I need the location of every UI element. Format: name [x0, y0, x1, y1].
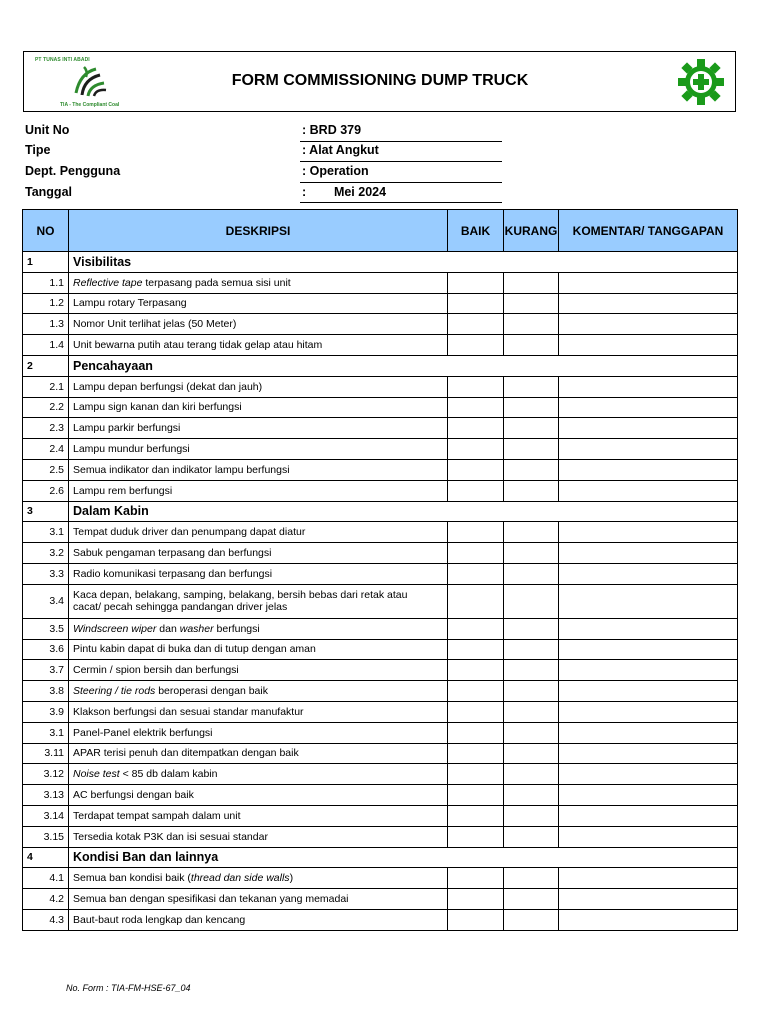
- tipe-label: Tipe: [25, 143, 51, 157]
- unit-no-underline: [300, 141, 502, 142]
- item-description: Lampu mundur berfungsi: [73, 443, 190, 456]
- komentar-cell[interactable]: [559, 743, 738, 764]
- baik-cell[interactable]: [448, 618, 504, 639]
- baik-cell[interactable]: [448, 522, 504, 543]
- section-row: [23, 847, 738, 868]
- checklist-row: [23, 418, 738, 439]
- kurang-cell[interactable]: [504, 314, 559, 335]
- section-row: [23, 355, 738, 376]
- section-row: [23, 501, 738, 522]
- dept-label: Dept. Pengguna: [25, 164, 121, 178]
- item-number: 3.1: [23, 522, 69, 543]
- item-number: 3.9: [23, 701, 69, 722]
- item-description: Lampu parkir berfungsi: [73, 422, 181, 435]
- col-header-baik: BAIK: [448, 210, 504, 252]
- item-description: Radio komunikasi terpasang dan berfungsi: [73, 567, 273, 580]
- checklist-row: [23, 701, 738, 722]
- item-description: terpasang pada semua sisi unit: [145, 276, 291, 289]
- item-number: 3.13: [23, 785, 69, 806]
- checklist-row: [23, 376, 738, 397]
- checklist-row: [23, 722, 738, 743]
- kurang-cell[interactable]: [504, 376, 559, 397]
- kurang-cell[interactable]: [504, 701, 559, 722]
- item-description-cell: [69, 293, 448, 314]
- baik-cell[interactable]: [448, 889, 504, 910]
- checklist-row: [23, 543, 738, 564]
- kurang-cell[interactable]: [504, 418, 559, 439]
- section-row: [23, 252, 738, 273]
- item-description-tail: ): [289, 872, 294, 885]
- item-number: 3.3: [23, 563, 69, 584]
- section-number: 4: [23, 847, 69, 868]
- checklist-row: [23, 681, 738, 702]
- checklist-row: [23, 293, 738, 314]
- baik-cell[interactable]: [448, 764, 504, 785]
- item-description-tail: berfungsi: [216, 622, 260, 635]
- baik-cell[interactable]: [448, 639, 504, 660]
- item-description: Tempat duduk driver dan penumpang dapat diatur: [73, 526, 306, 539]
- komentar-cell[interactable]: [559, 722, 738, 743]
- section-number: 1: [23, 252, 69, 273]
- komentar-cell[interactable]: [559, 314, 738, 335]
- table-header-row: [23, 210, 738, 252]
- item-description-cell: [69, 418, 448, 439]
- item-number: 4.1: [23, 868, 69, 889]
- item-description: Lampu rotary Terpasang: [73, 297, 187, 310]
- checklist-row: [23, 335, 738, 356]
- checklist-row: [23, 459, 738, 480]
- unit-no-value: : BRD 379: [302, 123, 362, 137]
- item-number: 2.5: [23, 459, 69, 480]
- item-number: 2.2: [23, 397, 69, 418]
- item-description-cell: [69, 376, 448, 397]
- checklist-table: [22, 209, 738, 931]
- k3-safety-icon: [676, 59, 726, 105]
- item-description-cell: [69, 660, 448, 681]
- item-description-cell: [69, 722, 448, 743]
- baik-cell[interactable]: [448, 272, 504, 293]
- item-number: 3.6: [23, 639, 69, 660]
- komentar-cell[interactable]: [559, 660, 738, 681]
- checklist-row: [23, 639, 738, 660]
- item-number: 3.5: [23, 618, 69, 639]
- item-description: Unit bewarna putih atau terang tidak gelap atau hitam: [73, 339, 323, 352]
- item-number: 2.1: [23, 376, 69, 397]
- section-number: 3: [23, 501, 69, 522]
- item-description-cell: [69, 681, 448, 702]
- item-description-cell: [69, 889, 448, 910]
- form-header: [23, 51, 736, 112]
- col-header-kurang: KURANG: [504, 210, 559, 252]
- item-number: 2.3: [23, 418, 69, 439]
- item-description-cell: [69, 335, 448, 356]
- unit-no-label: Unit No: [25, 123, 70, 137]
- item-description-cell: [69, 701, 448, 722]
- kurang-cell[interactable]: [504, 639, 559, 660]
- item-description-cell: [69, 584, 448, 618]
- kurang-cell[interactable]: [504, 563, 559, 584]
- checklist-row: [23, 826, 738, 847]
- baik-cell[interactable]: [448, 868, 504, 889]
- checklist-row: [23, 618, 738, 639]
- kurang-cell[interactable]: [504, 868, 559, 889]
- company-logo-icon: [70, 63, 110, 101]
- section-number: 2: [23, 355, 69, 376]
- checklist-body: [23, 252, 738, 931]
- kurang-cell[interactable]: [504, 439, 559, 460]
- baik-cell[interactable]: [448, 681, 504, 702]
- item-description: Baut-baut roda lengkap dan kencang: [73, 913, 246, 926]
- item-description: dan: [159, 622, 177, 635]
- komentar-cell[interactable]: [559, 439, 738, 460]
- col-header-deskripsi: DESKRIPSI: [69, 210, 448, 252]
- item-description: Pintu kabin dapat di buka dan di tutup dengan aman: [73, 643, 316, 656]
- baik-cell[interactable]: [448, 660, 504, 681]
- item-description-cell: [69, 397, 448, 418]
- item-description-term: washer: [179, 622, 214, 635]
- baik-cell[interactable]: [448, 743, 504, 764]
- item-number: 3.2: [23, 543, 69, 564]
- baik-cell[interactable]: [448, 480, 504, 501]
- tanggal-label: Tanggal: [25, 185, 72, 199]
- item-number: 3.15: [23, 826, 69, 847]
- item-description: Panel-Panel elektrik berfungsi: [73, 726, 213, 739]
- baik-cell[interactable]: [448, 293, 504, 314]
- kurang-cell[interactable]: [504, 397, 559, 418]
- checklist-row: [23, 439, 738, 460]
- item-description-cell: [69, 522, 448, 543]
- item-description-cell: [69, 764, 448, 785]
- komentar-cell[interactable]: [559, 618, 738, 639]
- item-description-term: Reflective tape: [73, 276, 143, 289]
- baik-cell[interactable]: [448, 335, 504, 356]
- komentar-cell[interactable]: [559, 826, 738, 847]
- kurang-cell[interactable]: [504, 584, 559, 618]
- form-title: FORM COMMISSIONING DUMP TRUCK: [231, 72, 529, 89]
- item-description-cell: [69, 785, 448, 806]
- komentar-cell[interactable]: [559, 418, 738, 439]
- baik-cell[interactable]: [448, 701, 504, 722]
- baik-cell[interactable]: [448, 805, 504, 826]
- item-description-cell: [69, 459, 448, 480]
- item-description: Semua ban kondisi baik (: [73, 872, 191, 885]
- col-header-komentar: KOMENTAR/ TANGGAPAN: [559, 210, 738, 252]
- baik-cell[interactable]: [448, 826, 504, 847]
- komentar-cell[interactable]: [559, 909, 738, 930]
- kurang-cell[interactable]: [504, 459, 559, 480]
- item-description: < 85 db dalam kabin: [122, 768, 218, 781]
- section-title: Visibilitas: [69, 252, 738, 273]
- item-description: Semua indikator dan indikator lampu berfungsi: [73, 463, 290, 476]
- section-title: Dalam Kabin: [69, 501, 738, 522]
- kurang-cell[interactable]: [504, 272, 559, 293]
- kurang-cell[interactable]: [504, 660, 559, 681]
- tanggal-value: : Mei 2024: [302, 185, 387, 199]
- item-number: 2.4: [23, 439, 69, 460]
- item-description-cell: [69, 618, 448, 639]
- item-description-cont: cacat/ pecah sehingga pandangan driver jelas: [73, 601, 288, 614]
- item-description-cell: [69, 439, 448, 460]
- kurang-cell[interactable]: [504, 764, 559, 785]
- kurang-cell[interactable]: [504, 722, 559, 743]
- baik-cell[interactable]: [448, 909, 504, 930]
- item-number: 4.3: [23, 909, 69, 930]
- dept-value: : Operation: [302, 164, 369, 178]
- baik-cell[interactable]: [448, 376, 504, 397]
- baik-cell[interactable]: [448, 314, 504, 335]
- item-description-cell: [69, 272, 448, 293]
- item-number: 3.12: [23, 764, 69, 785]
- baik-cell[interactable]: [448, 722, 504, 743]
- checklist-row: [23, 522, 738, 543]
- tipe-underline: [300, 161, 502, 162]
- checklist-row: [23, 660, 738, 681]
- baik-cell[interactable]: [448, 459, 504, 480]
- komentar-cell[interactable]: [559, 889, 738, 910]
- checklist-row: [23, 785, 738, 806]
- item-description: Terdapat tempat sampah dalam unit: [73, 809, 241, 822]
- checklist-row: [23, 563, 738, 584]
- checklist-row: [23, 480, 738, 501]
- item-number: 1.2: [23, 293, 69, 314]
- kurang-cell[interactable]: [504, 681, 559, 702]
- item-number: 1.3: [23, 314, 69, 335]
- komentar-cell[interactable]: [559, 480, 738, 501]
- komentar-cell[interactable]: [559, 584, 738, 618]
- komentar-cell[interactable]: [559, 563, 738, 584]
- baik-cell[interactable]: [448, 785, 504, 806]
- company-logo: [32, 55, 142, 110]
- item-number: 2.6: [23, 480, 69, 501]
- baik-cell[interactable]: [448, 439, 504, 460]
- kurang-cell[interactable]: [504, 618, 559, 639]
- kurang-cell[interactable]: [504, 889, 559, 910]
- checklist-row: [23, 397, 738, 418]
- item-description: Sabuk pengaman terpasang dan berfungsi: [73, 547, 272, 560]
- kurang-cell[interactable]: [504, 543, 559, 564]
- kurang-cell[interactable]: [504, 480, 559, 501]
- item-number: 3.11: [23, 743, 69, 764]
- item-description-cell: [69, 826, 448, 847]
- item-number: 1.4: [23, 335, 69, 356]
- item-description: Tersedia kotak P3K dan isi sesuai standar: [73, 830, 268, 843]
- komentar-cell[interactable]: [559, 639, 738, 660]
- item-description: Lampu sign kanan dan kiri berfungsi: [73, 401, 242, 414]
- section-title: Pencahayaan: [69, 355, 738, 376]
- item-description-cell: [69, 743, 448, 764]
- kurang-cell[interactable]: [504, 909, 559, 930]
- item-description-cell: [69, 805, 448, 826]
- item-description: Klakson berfungsi dan sesuai standar manufaktur: [73, 705, 304, 718]
- komentar-cell[interactable]: [559, 376, 738, 397]
- item-description-cell: [69, 480, 448, 501]
- checklist-row: [23, 805, 738, 826]
- baik-cell[interactable]: [448, 397, 504, 418]
- item-number: 4.2: [23, 889, 69, 910]
- item-number: 3.4: [23, 584, 69, 618]
- baik-cell[interactable]: [448, 418, 504, 439]
- item-description: Nomor Unit terlihat jelas (50 Meter): [73, 318, 237, 331]
- komentar-cell[interactable]: [559, 868, 738, 889]
- baik-cell[interactable]: [448, 543, 504, 564]
- item-description: Lampu rem berfungsi: [73, 484, 173, 497]
- section-title: Kondisi Ban dan lainnya: [69, 847, 738, 868]
- item-number: 3.14: [23, 805, 69, 826]
- kurang-cell[interactable]: [504, 743, 559, 764]
- kurang-cell[interactable]: [504, 522, 559, 543]
- checklist-row: [23, 889, 738, 910]
- item-number: 3.1: [23, 722, 69, 743]
- item-description-term: Windscreen wiper: [73, 622, 157, 635]
- kurang-cell[interactable]: [504, 293, 559, 314]
- checklist-row: [23, 764, 738, 785]
- item-description: Kaca depan, belakang, samping, belakang, bersih bebas dari retak atau: [73, 589, 408, 602]
- item-description-cell: [69, 543, 448, 564]
- komentar-cell[interactable]: [559, 459, 738, 480]
- checklist-row: [23, 272, 738, 293]
- komentar-cell[interactable]: [559, 681, 738, 702]
- dept-underline: [300, 182, 502, 183]
- item-description-term: Noise test: [73, 768, 120, 781]
- checklist-row: [23, 868, 738, 889]
- kurang-cell[interactable]: [504, 826, 559, 847]
- col-header-no: NO: [23, 210, 69, 252]
- item-number: 3.7: [23, 660, 69, 681]
- item-description-cell: [69, 868, 448, 889]
- item-description: AC berfungsi dengan baik: [73, 789, 194, 802]
- baik-cell[interactable]: [448, 584, 504, 618]
- baik-cell[interactable]: [448, 563, 504, 584]
- item-description-cell: [69, 563, 448, 584]
- komentar-cell[interactable]: [559, 543, 738, 564]
- kurang-cell[interactable]: [504, 805, 559, 826]
- checklist-row: [23, 314, 738, 335]
- checklist-row: [23, 909, 738, 930]
- item-description: beroperasi dengan baik: [158, 685, 268, 698]
- komentar-cell[interactable]: [559, 785, 738, 806]
- item-description: APAR terisi penuh dan ditempatkan dengan baik: [73, 747, 299, 760]
- item-description: Lampu depan berfungsi (dekat dan jauh): [73, 380, 263, 393]
- item-description-term: Steering / tie rods: [73, 685, 156, 698]
- komentar-cell[interactable]: [559, 272, 738, 293]
- company-name: PT TUNAS INTI ABADI: [35, 57, 90, 63]
- item-description-term: thread dan side walls: [190, 872, 290, 885]
- item-description: Semua ban dengan spesifikasi dan tekanan yang memadai: [73, 893, 349, 905]
- company-tagline: TIA - The Compliant Coal: [60, 102, 120, 108]
- komentar-cell[interactable]: [559, 397, 738, 418]
- checklist-row: [23, 743, 738, 764]
- item-description-cell: [69, 639, 448, 660]
- komentar-cell[interactable]: [559, 701, 738, 722]
- komentar-cell[interactable]: [559, 522, 738, 543]
- form-number: No. Form : TIA-FM-HSE-67_04: [66, 983, 191, 993]
- checklist-row: [23, 584, 738, 618]
- item-description-cell: [69, 909, 448, 930]
- kurang-cell[interactable]: [504, 335, 559, 356]
- komentar-cell[interactable]: [559, 805, 738, 826]
- tipe-value: : Alat Angkut: [302, 143, 379, 157]
- item-description-cell: [69, 314, 448, 335]
- komentar-cell[interactable]: [559, 293, 738, 314]
- komentar-cell[interactable]: [559, 764, 738, 785]
- item-description: Cermin / spion bersih dan berfungsi: [73, 664, 239, 677]
- item-number: 3.8: [23, 681, 69, 702]
- komentar-cell[interactable]: [559, 335, 738, 356]
- tanggal-underline: [300, 202, 502, 203]
- kurang-cell[interactable]: [504, 785, 559, 806]
- item-number: 1.1: [23, 272, 69, 293]
